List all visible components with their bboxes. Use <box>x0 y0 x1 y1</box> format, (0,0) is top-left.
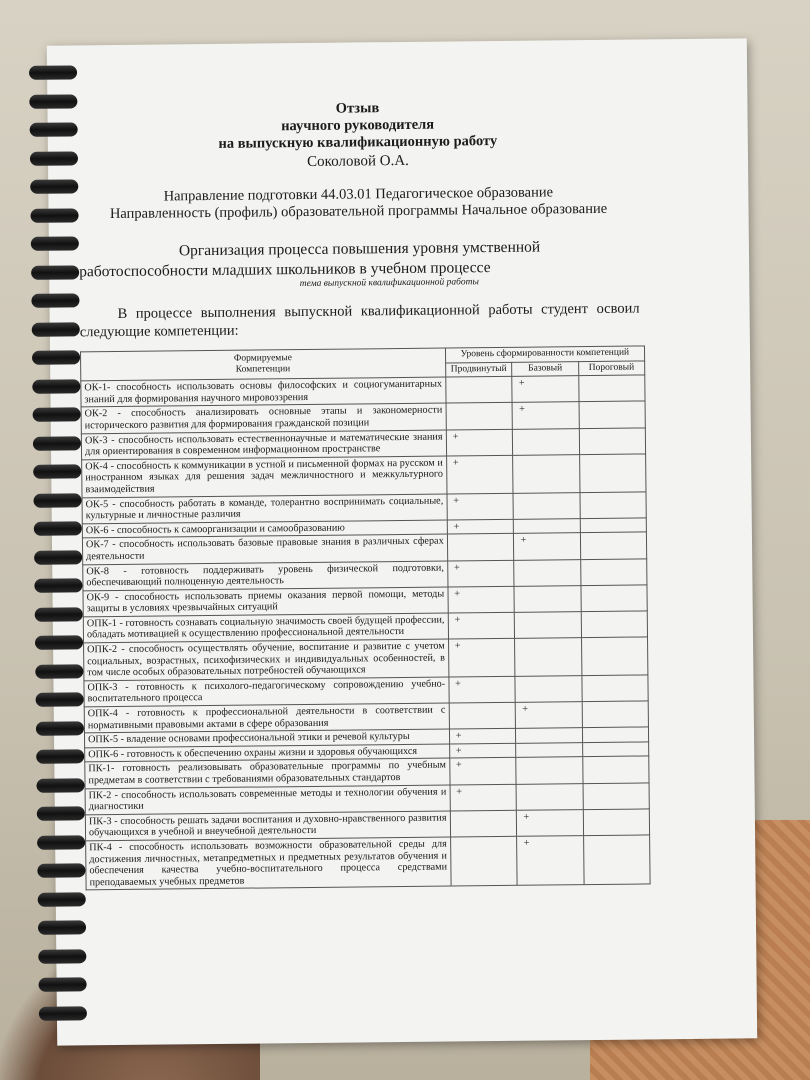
binding-ring <box>38 949 86 964</box>
advanced-mark <box>450 810 517 837</box>
binding-ring <box>37 863 85 878</box>
advanced-mark-value: + <box>455 730 462 742</box>
basic-mark <box>514 585 580 612</box>
threshold-mark <box>581 611 648 638</box>
header-threshold: Пороговый <box>578 361 645 376</box>
advanced-mark <box>449 758 516 785</box>
binding-ring <box>32 350 80 365</box>
threshold-mark <box>583 835 650 885</box>
advanced-mark-value: + <box>454 614 461 626</box>
threshold-mark <box>583 809 650 836</box>
binding-ring <box>36 721 84 736</box>
advanced-mark <box>447 560 514 587</box>
basic-mark <box>514 559 580 586</box>
competencies-table <box>80 345 651 890</box>
binding-ring <box>34 521 82 536</box>
basic-mark <box>513 454 579 492</box>
basic-mark <box>516 757 582 784</box>
competency-text <box>86 837 451 890</box>
advanced-mark <box>447 519 514 534</box>
basic-mark <box>513 492 579 519</box>
advanced-mark <box>449 676 516 703</box>
basic-mark-value: + <box>523 811 530 823</box>
binding-ring <box>33 407 81 422</box>
binding-ring <box>38 892 86 907</box>
binding-ring <box>32 379 80 394</box>
competency-text-value: ОК-5 - способность работать в команде, толерантно воспринимать социальные, культурные и личностные различия <box>85 495 444 522</box>
advanced-mark <box>449 743 516 758</box>
header-basic: Базовый <box>512 361 578 376</box>
advanced-mark-value: + <box>453 561 460 573</box>
advanced-mark <box>448 638 515 676</box>
competency-text <box>81 430 446 460</box>
competency-text-value: ОК-2 - способность анализировать основные этапы и закономерности исторического развития для формирования гражданской позиции <box>84 404 443 432</box>
threshold-mark <box>579 428 646 455</box>
advanced-mark <box>446 429 513 456</box>
table-row <box>86 835 650 890</box>
binding-ring <box>36 692 84 707</box>
binding-ring <box>35 635 83 650</box>
threshold-mark <box>580 532 647 559</box>
competency-text <box>84 639 449 681</box>
advanced-mark-value: + <box>455 745 462 757</box>
basic-mark <box>517 783 583 810</box>
basic-mark <box>515 612 581 639</box>
competency-text <box>83 561 448 591</box>
binding-ring <box>39 1006 87 1021</box>
competency-text-value: ПК-4 - способность использовать возможности образовательной среды для достижения личностных, метапредметных и предметных результатов обучения и обеспечения качества учебно-воспитательного процесса средствами преподаваемых учебных предметов <box>89 838 448 889</box>
advanced-mark <box>448 612 515 639</box>
table-row <box>82 454 646 498</box>
competency-text-value: ОК-7 - способность использовать базовые правовые знания в различных сферах деятельности <box>85 535 444 563</box>
basic-mark-value: + <box>520 535 527 547</box>
basic-mark-value: + <box>522 703 529 715</box>
competency-text-value: ОПК-4 - готовность к профессиональной деятельности в соответствии с нормативными правовыми актами в сфере образования <box>87 704 446 731</box>
competency-text-value: ОПК-5 - владение основами профессиональной этики и речевой культуры <box>87 731 410 746</box>
binding-ring <box>30 208 78 223</box>
title-line-3: на выпускную квалификационную работу <box>218 132 498 152</box>
competency-text-value: ОК-9 - способность использовать приемы оказания первой помощи, методы защиты в условиях чрезвычайных ситуаций <box>86 588 445 615</box>
binding-ring <box>35 607 83 622</box>
advanced-mark-value: + <box>453 494 460 506</box>
basic-mark <box>516 742 582 757</box>
advanced-mark <box>447 493 514 520</box>
advanced-mark-value: + <box>454 588 460 600</box>
competency-text-value: ПК-2 - способность использовать современные методы и технологии обучения и диагностики <box>88 786 447 813</box>
binding-ring <box>33 493 81 508</box>
competency-text-value: ОК-6 - способность к самоорганизации и самообразованию <box>85 522 345 537</box>
binding-ring <box>31 265 79 280</box>
binding-ring <box>30 122 78 137</box>
threshold-mark <box>582 756 649 783</box>
threshold-mark <box>578 375 645 402</box>
header-level: Уровень сформированности компетенций <box>445 346 645 363</box>
competency-text-value: ОПК-3 - готовность к психолого-педагогическому сопровождению учебно-воспитательного процесса <box>87 678 446 705</box>
binding-ring <box>34 578 82 593</box>
threshold-mark <box>579 401 646 428</box>
direction-line: Направление подготовки 44.03.01 Педагогическое образование <box>163 184 554 205</box>
program-info <box>78 184 638 224</box>
header-competencies <box>80 348 445 381</box>
binding-ring <box>35 664 83 679</box>
binding-ring <box>29 65 77 80</box>
advanced-mark <box>446 403 513 430</box>
advanced-mark <box>448 586 515 613</box>
competency-text <box>85 811 450 841</box>
advanced-mark-value: + <box>452 457 459 469</box>
competency-text <box>84 703 449 733</box>
binding-ring <box>36 749 84 764</box>
header-comp-line-1: Формируемые <box>233 352 292 364</box>
table-row <box>84 637 648 681</box>
advanced-mark <box>446 455 513 493</box>
threshold-mark <box>580 558 647 585</box>
advanced-mark-value: + <box>456 785 463 798</box>
competency-text-value: ОК-4 - способность к коммуникации в устной и письменной формах на русском и иностранном языках для решения задач межличностного и межкультурного взаимодействия <box>85 457 443 496</box>
binding-ring <box>39 977 87 992</box>
binding-ring <box>31 236 79 251</box>
threshold-mark <box>581 675 648 702</box>
threshold-mark <box>583 783 650 810</box>
competency-text <box>84 677 449 707</box>
competency-text <box>82 534 447 564</box>
advanced-mark <box>450 784 517 811</box>
intro-paragraph: В процессе выполнения выпускной квалификационной работы студент освоил следующие компетенции: <box>79 300 640 341</box>
advanced-mark <box>447 534 514 561</box>
threshold-mark <box>580 491 647 518</box>
basic-mark <box>513 402 579 429</box>
basic-mark <box>514 533 580 560</box>
advanced-mark <box>445 377 512 404</box>
topic-caption: тема выпускной квалификационной работы <box>299 277 479 290</box>
competency-text <box>83 613 448 643</box>
document-content <box>77 98 645 891</box>
binding-ring <box>34 550 82 565</box>
title-line-1: Отзыв <box>335 100 380 117</box>
title-line-2: научного руководителя <box>281 116 435 135</box>
threshold-mark <box>580 585 647 612</box>
basic-mark <box>516 728 582 743</box>
competency-text <box>81 377 446 407</box>
profile-line: Направленность (профиль) образовательной программы Начальное образование <box>109 200 608 223</box>
binding-ring <box>37 835 85 850</box>
basic-mark-value: + <box>519 404 525 416</box>
basic-mark <box>515 638 581 676</box>
competency-text-value: ОК-3 - способность использовать естественнонаучные и математические знания для ориентирования в современном информационном пространстве <box>84 431 443 458</box>
threshold-mark <box>580 518 647 533</box>
advanced-mark-value: + <box>455 759 462 771</box>
advanced-mark-value: + <box>453 521 460 533</box>
competency-text-value: ПК-1- готовность реализовывать образовательные программы по учебным предметам в соответствии с требованиями образовательных стандартов <box>88 759 447 787</box>
threshold-mark <box>582 742 649 757</box>
basic-mark-value: + <box>523 837 530 849</box>
basic-mark <box>517 836 584 886</box>
competency-text-value: ОПК-1 - готовность сознавать социальную значимость своей будущей профессии, обладать мотивацией к осуществлению профессиональной деятельности <box>86 614 445 641</box>
competency-text <box>82 494 447 524</box>
basic-mark <box>514 518 580 533</box>
competency-text <box>85 758 450 788</box>
binding-ring <box>30 179 78 194</box>
basic-mark-value: + <box>518 377 525 389</box>
topic-line-2: работоспособности младших школьников в учебном процессе <box>79 259 491 281</box>
competency-text-value: ОПК-2 - способность осуществлять обучение, воспитание и развитие с учетом социальных, возрастных, психофизических и индивидуальных особенностей, в том числе особых образовательных потребностей обучающихся <box>87 640 445 679</box>
advanced-mark-value: + <box>452 430 459 443</box>
binding-ring <box>36 778 84 793</box>
binding-ring <box>37 806 85 821</box>
threshold-mark <box>581 637 648 675</box>
basic-mark <box>517 809 583 836</box>
binding-ring <box>33 436 81 451</box>
binding-ring <box>29 94 77 109</box>
binding-ring <box>31 293 79 308</box>
binding-ring <box>32 322 80 337</box>
topic-line-1: Организация процесса повышения уровня умственной <box>178 238 541 260</box>
advanced-mark-value: + <box>455 678 461 690</box>
advanced-mark <box>450 836 517 886</box>
advanced-mark <box>449 702 516 729</box>
binding-ring <box>30 151 78 166</box>
student-name: Соколовой О.А. <box>307 152 409 170</box>
competency-text <box>82 456 447 498</box>
binding-ring <box>38 920 86 935</box>
basic-mark <box>512 376 578 403</box>
header-advanced: Продвинутый <box>445 362 512 377</box>
basic-mark <box>516 702 582 729</box>
competency-text-value: ПК-3 - способность решать задачи воспитания и духовно-нравственного развития обучающихся в учебной и внеучебной деятельности <box>88 812 447 839</box>
threshold-mark <box>579 454 646 492</box>
threshold-mark <box>582 701 649 728</box>
binding-ring <box>33 464 81 479</box>
document-page <box>47 38 757 1045</box>
basic-mark <box>513 428 579 455</box>
competency-text-value: ОК-1- способность использовать основы философских и социогуманитарных знаний для формирования научного мировоззрения <box>84 378 443 406</box>
competency-text-value: ОПК-6 - готовность к обеспечению охраны жизни и здоровья обучающихся <box>88 745 418 761</box>
competency-text <box>85 785 450 815</box>
table-body <box>81 375 650 890</box>
competency-text-value: ОК-8 - готовность поддерживать уровень физической подготовки, обеспечивающий полноценную деятельность <box>86 562 444 589</box>
threshold-mark <box>582 727 649 742</box>
advanced-mark <box>449 729 516 744</box>
document-title <box>77 98 638 155</box>
competency-text <box>81 403 446 433</box>
header-comp-line-2: Компетенции <box>235 364 291 375</box>
advanced-mark-value: + <box>454 640 461 652</box>
basic-mark <box>515 675 581 702</box>
competency-text <box>83 587 448 617</box>
